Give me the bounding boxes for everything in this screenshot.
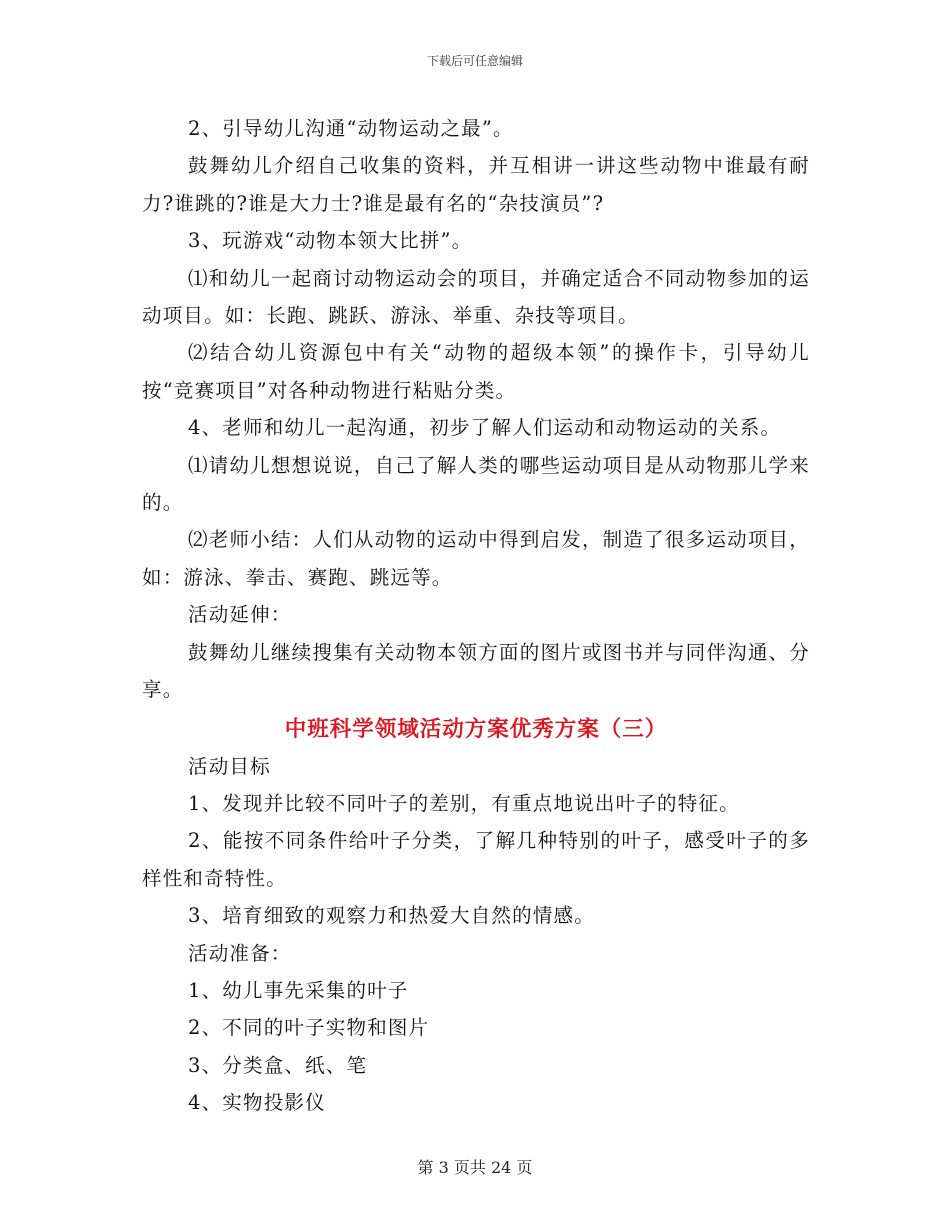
header-note: 下载后可任意编辑 bbox=[426, 54, 523, 68]
paragraph: 2、引导幼儿沟通“动物运动之最”。 bbox=[188, 117, 514, 140]
page-number-footer: 第 3 页共 24 页 bbox=[417, 1158, 533, 1177]
paragraph: 活动目标 bbox=[188, 754, 271, 778]
paragraph: 4、实物投影仪 bbox=[188, 1091, 326, 1115]
paragraph: ⑴请幼儿想想说说，自己了解人类的哪些运动项目是从动物那儿学来的。 bbox=[142, 453, 810, 515]
paragraph: 活动准备： bbox=[188, 941, 292, 965]
paragraph: 鼓舞幼儿介绍自己收集的资料，并互相讲一讲这些动物中谁最有耐力?谁跳的?谁是大力士?谁是最有名的“杂技演员”? bbox=[142, 154, 810, 215]
paragraph: 1、幼儿事先采集的叶子 bbox=[188, 978, 409, 1002]
paragraph: 1、发现并比较不同叶子的差别，有重点地说出叶子的特征。 bbox=[188, 791, 740, 815]
section-title: 中班科学领域活动方案优秀方案（三） bbox=[284, 716, 668, 742]
paragraph: 3、分类盒、纸、笔 bbox=[188, 1053, 368, 1077]
paragraph: 2、能按不同条件给叶子分类，了解几种特别的叶子，感受叶子的多样性和奇特性。 bbox=[142, 829, 810, 890]
paragraph: 4、老师和幼儿一起沟通，初步了解人们运动和动物运动的关系。 bbox=[188, 416, 782, 440]
paragraph: 3、培育细致的观察力和热爱大自然的情感。 bbox=[188, 904, 595, 928]
paragraph: 3、玩游戏“动物本领大比拼”。 bbox=[188, 229, 473, 253]
paragraph: ⑵老师小结：人们从动物的运动中得到启发，制造了很多运动项目，如：游泳、拳击、赛跑、跳远等。 bbox=[142, 528, 810, 589]
document-body bbox=[142, 110, 810, 1122]
paragraph: 鼓舞幼儿继续搜集有关动物本领方面的图片或图书并与同伴沟通、分享。 bbox=[142, 640, 810, 702]
paragraph: 2、不同的叶子实物和图片 bbox=[188, 1016, 430, 1040]
paragraph: ⑴和幼儿一起商讨动物运动会的项目，并确定适合不同动物参加的运动项目。如：长跑、跳跃、游泳、举重、杂技等项目。 bbox=[142, 266, 810, 328]
paragraph: 活动延伸： bbox=[188, 603, 292, 627]
paragraph: ⑵结合幼儿资源包中有关“动物的超级本领”的操作卡，引导幼儿按“竞赛项目”对各种动物进行粘贴分类。 bbox=[142, 341, 810, 402]
